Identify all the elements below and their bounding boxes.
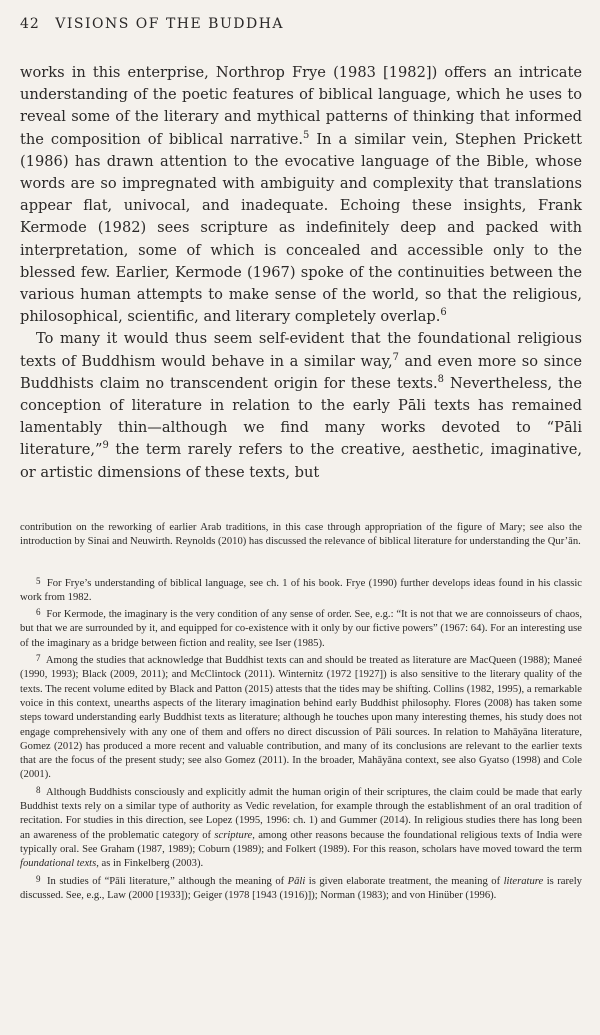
- footnote-7: [20, 651, 582, 783]
- footnote-5: [20, 574, 582, 606]
- footnote-number: 5: [36, 575, 41, 586]
- footnote-ref-9[interactable]: 9: [102, 440, 109, 452]
- italic-term: Pāli: [287, 875, 306, 887]
- text-run: Nevertheless, the conception of literature in relation to the early Pāli texts has remained lamentably thin—although we find many works devoted to “Pāli literature,”: [20, 374, 582, 459]
- footnote-6: [20, 605, 582, 651]
- footnote-text: , as in Finkelberg (2003).: [96, 858, 204, 870]
- italic-term: scripture: [214, 829, 253, 841]
- italic-term: foundational texts: [20, 858, 97, 870]
- footnote-continuation: contribution on the reworking of earlier Arab traditions, in this case through appropriation of the figure of Mary; see also the introduction by Sinai and Neuwirth. Reynolds (2010) has discussed the relevance of biblical literature for understanding the Qur’ān.: [20, 522, 582, 548]
- paragraph-2: [20, 328, 582, 483]
- text-run: and even more so since Buddhists claim no transcendent origin for these texts.: [20, 352, 582, 392]
- footnote-number: 8: [36, 784, 41, 795]
- footnote-ref-8[interactable]: 8: [437, 373, 444, 385]
- footnote-ref-5[interactable]: 5: [303, 129, 310, 141]
- footnote-text: is given elaborate treatment, the meaning of: [305, 875, 504, 887]
- text-run: In a similar vein, Stephen Prickett (1986) has drawn attention to the evocative language of the Bible, whose words are so impregnated with ambiguity and complexity that translations appear flat, univocal, and inadequate. Echoing these insights, Frank Kermode (1982) sees scripture as indefinitely deep and packed with interpretation, some of which is concealed and accessible only to the blessed few. Earlier, Kermode (1967) spoke of the continuities between the various human attempts to make sense of the world, so that the religious, philosophical, scientific, and literary completely overlap.: [20, 130, 582, 326]
- footnote-9: [20, 872, 582, 904]
- running-title: VISIONS OF THE BUDDHA: [55, 16, 285, 32]
- footnote-text: For Kermode, the imaginary is the very condition of any sense of order. See, e.g.: “It is not that we are connoisseurs of chaos, but that we are surrounded by it, and equipped for co-existence with it only by our fictive powers” (1967: 64). For an interesting use of the imaginary as a bridge between fiction and reality, see Iser (1985).: [20, 609, 582, 649]
- footnote-text: is rarely discussed. See, e.g., Law (2000 [1933]); Geiger (1978 [1943 (1916)]); Norman (1983); and von Hinüber (1996).: [20, 875, 582, 901]
- running-header: [20, 16, 284, 32]
- footnote-number: 7: [36, 653, 41, 664]
- italic-term: literature: [503, 875, 544, 887]
- text-run: works in this enterprise, Northrop Frye (1983 [1982]) offers an intricate understanding of the poetic features of biblical language, which he uses to reveal some of the literary and mythical patterns of thinking that informed the composition of biblical narrative.: [20, 64, 582, 148]
- footnote-8: [20, 783, 582, 872]
- footnote-number: 6: [36, 607, 41, 618]
- footnote-ref-7[interactable]: 7: [392, 351, 399, 363]
- text-run: the term rarely refers to the creative, aesthetic, imaginative, or artistic dimensions of these texts, but: [20, 441, 582, 481]
- text-run: To many it would thus seem self-evident that the foundational religious texts of Buddhism would behave in a similar way,: [20, 330, 582, 370]
- paragraph-1: [20, 62, 582, 328]
- main-text: [20, 62, 582, 484]
- footnote-ref-6[interactable]: 6: [440, 307, 447, 319]
- page-number: 42: [20, 16, 40, 32]
- footnote-text: In studies of “Pāli literature,” although the meaning of: [47, 875, 288, 887]
- footnote-text: Although Buddhists consciously and explicitly admit the human origin of their scriptures, the claim could be made that early Buddhist texts rely on a similar type of authority as Vedic revelation, for example through the establishment of an oral tradition of recitation. For studies in this direction, see Lopez (1995, 1996: ch. 1) and Gummer (2014). In religious studies there has long been an awareness of the problematic category of: [20, 786, 582, 841]
- footnote-text: , among other reasons because the foundational religious texts of India were typically oral. See Graham (1987, 1989); Coburn (1989); and Folkert (1989). For this reason, scholars have moved toward the term: [20, 829, 582, 855]
- footnote-text: Among the studies that acknowledge that Buddhist texts can and should be treated as literature are MacQueen (1988); Maneé (1990, 1993); Black (2009, 2011); and McClintock (2011). Winternitz (1972 [1927]) is also sensitive to the literary quality of the texts. The recent volume edited by Black and Patton (2015) attests that the tides may be shifting. Collins (1982, 1995), a remarkable voice in this context, unearths aspects of the literary imagination behind early Buddhist philosophy. Flores (2008) has taken some steps toward understanding early Buddhist texts as literature; although he touches upon many interesting themes, his study does not engage comprehensively with any one of them and offers no direct discussion of Pāli sources. In relation to Mahāyāna literature, Gomez (2012) has produced a more recent and valuable contribution, and many of its conclusions are relevant to the earlier texts that are the focus of the present study; see also Gomez (2011). In the broader, Mahāyāna context, see also Gyatso (1998) and Cole (2001).: [20, 655, 582, 781]
- footnote-text: For Frye’s understanding of biblical language, see ch. 1 of his book. Frye (1990) further develops ideas found in his classic work from 1982.: [20, 577, 582, 603]
- footnotes: [20, 521, 582, 903]
- footnote-number: 9: [36, 873, 41, 884]
